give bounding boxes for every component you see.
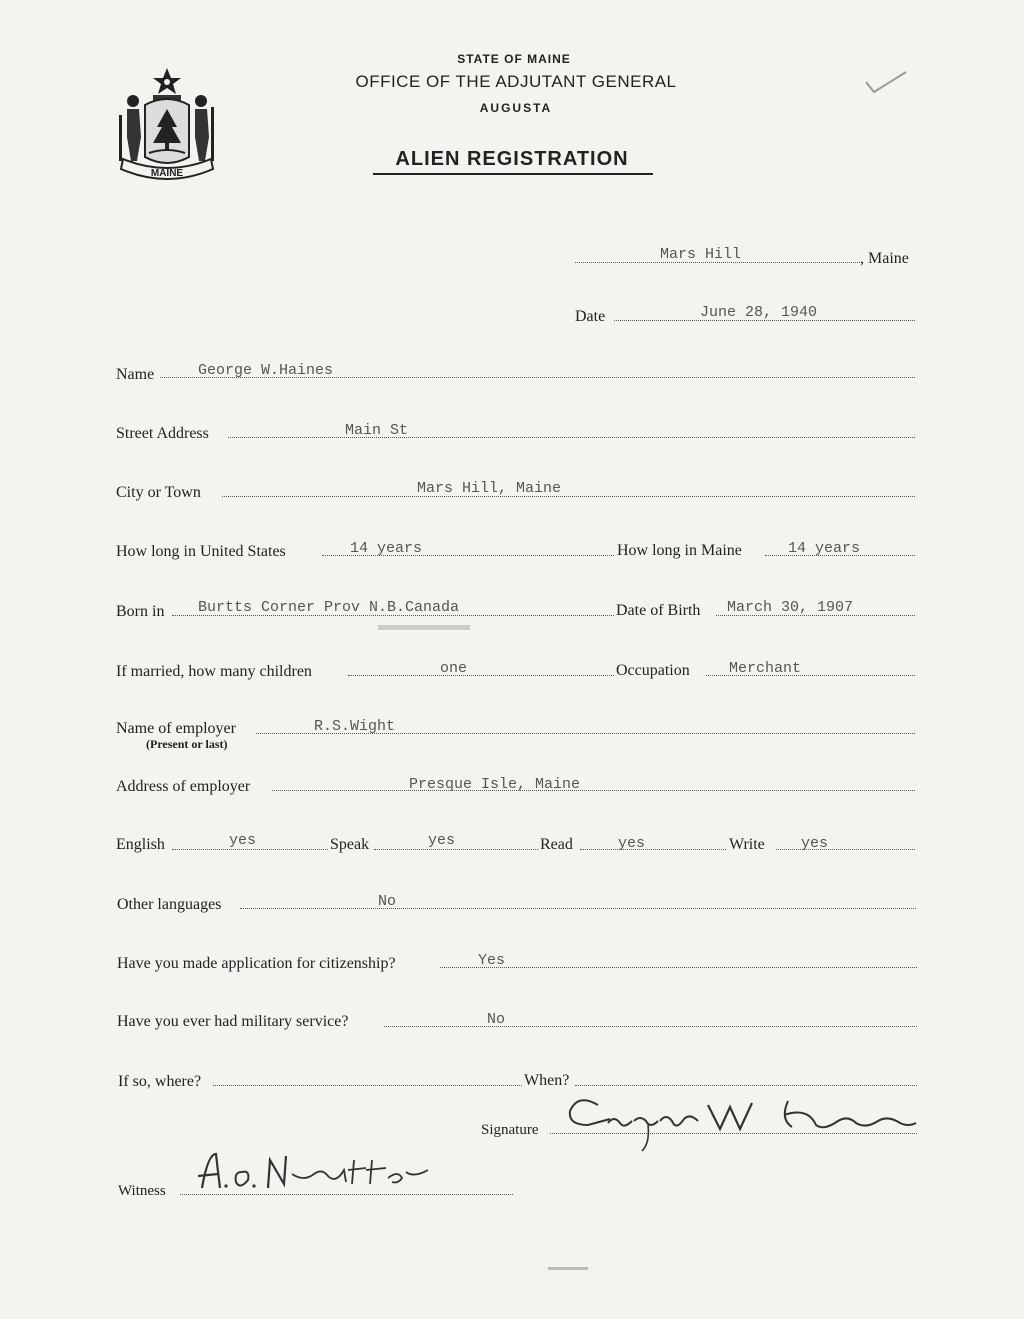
name-value: George W.Haines bbox=[198, 362, 334, 379]
other-languages-label: Other languages bbox=[117, 896, 222, 913]
where-dots bbox=[213, 1085, 522, 1086]
maine-duration-value: 14 years bbox=[788, 540, 861, 557]
town-suffix: , Maine bbox=[860, 250, 909, 267]
date-label: Date bbox=[575, 308, 606, 325]
birthplace-label: Born in bbox=[116, 603, 165, 620]
children-value: one bbox=[440, 660, 468, 677]
speak-value: yes bbox=[428, 832, 456, 849]
employer-address-label: Address of employer bbox=[116, 778, 251, 795]
seal-label: MAINE bbox=[150, 168, 184, 179]
employer-value: R.S.Wight bbox=[314, 718, 396, 735]
title-underline bbox=[373, 173, 653, 175]
citizenship-dots bbox=[440, 967, 917, 968]
other-languages-value: No bbox=[378, 893, 397, 910]
street-dots bbox=[228, 437, 915, 438]
employer-label: Name of employer bbox=[116, 720, 236, 737]
employer-address-value: Presque Isle, Maine bbox=[409, 776, 581, 793]
military-label: Have you ever had military service? bbox=[117, 1013, 349, 1030]
dob-label: Date of Birth bbox=[616, 602, 701, 619]
occupation-value: Merchant bbox=[729, 660, 802, 677]
write-label: Write bbox=[729, 836, 765, 853]
street-value: Main St bbox=[345, 422, 409, 439]
state-heading: STATE OF MAINE bbox=[457, 52, 571, 66]
military-value: No bbox=[487, 1011, 506, 1028]
other-languages-dots bbox=[240, 908, 916, 909]
street-label: Street Address bbox=[116, 425, 209, 442]
occupation-label: Occupation bbox=[616, 662, 690, 679]
read-value: yes bbox=[618, 835, 646, 852]
children-label: If married, how many children bbox=[116, 663, 312, 680]
office-heading: OFFICE OF THE ADJUTANT GENERAL bbox=[355, 72, 677, 91]
english-value: yes bbox=[229, 832, 257, 849]
us-duration-value: 14 years bbox=[350, 540, 423, 557]
city-label: City or Town bbox=[116, 484, 201, 501]
speak-label: Speak bbox=[330, 836, 370, 853]
when-label: When? bbox=[524, 1072, 570, 1089]
write-dots bbox=[776, 849, 915, 850]
maine-duration-label: How long in Maine bbox=[617, 542, 742, 559]
us-duration-label: How long in United States bbox=[116, 543, 286, 560]
children-dots bbox=[348, 675, 614, 676]
dob-value: March 30, 1907 bbox=[727, 599, 854, 616]
city-value: Mars Hill, Maine bbox=[417, 480, 562, 497]
speak-dots bbox=[374, 849, 538, 850]
signature-label: Signature bbox=[481, 1122, 539, 1138]
signature-handwriting bbox=[548, 1085, 920, 1157]
witness-label: Witness bbox=[118, 1183, 166, 1199]
city-heading: AUGUSTA bbox=[479, 101, 553, 115]
where-label: If so, where? bbox=[118, 1073, 202, 1090]
form-title: ALIEN REGISTRATION bbox=[395, 148, 629, 170]
employer-address-dots bbox=[272, 790, 915, 791]
name-label: Name bbox=[116, 366, 155, 383]
english-dots bbox=[172, 849, 328, 850]
citizenship-label: Have you made application for citizenship? bbox=[117, 955, 396, 972]
read-dots bbox=[580, 849, 726, 850]
bottom-ink-mark bbox=[548, 1267, 588, 1270]
ink-smudge bbox=[378, 625, 470, 630]
date-value: June 28, 1940 bbox=[700, 304, 818, 321]
city-dots bbox=[222, 496, 915, 497]
military-dots bbox=[384, 1026, 917, 1027]
witness-text: A. O. Nutter bbox=[188, 1196, 193, 1197]
witness-handwriting bbox=[188, 1148, 448, 1198]
birthplace-value: Burtts Corner Prov N.B.Canada bbox=[198, 599, 460, 616]
read-label: Read bbox=[540, 836, 573, 853]
citizenship-value: Yes bbox=[478, 952, 506, 969]
signature-text: George W Haines bbox=[548, 1145, 556, 1146]
town-value: Mars Hill bbox=[660, 246, 742, 263]
employer-sublabel: (Present or last) bbox=[146, 737, 228, 751]
english-label: English bbox=[116, 836, 165, 853]
write-value: yes bbox=[801, 835, 829, 852]
